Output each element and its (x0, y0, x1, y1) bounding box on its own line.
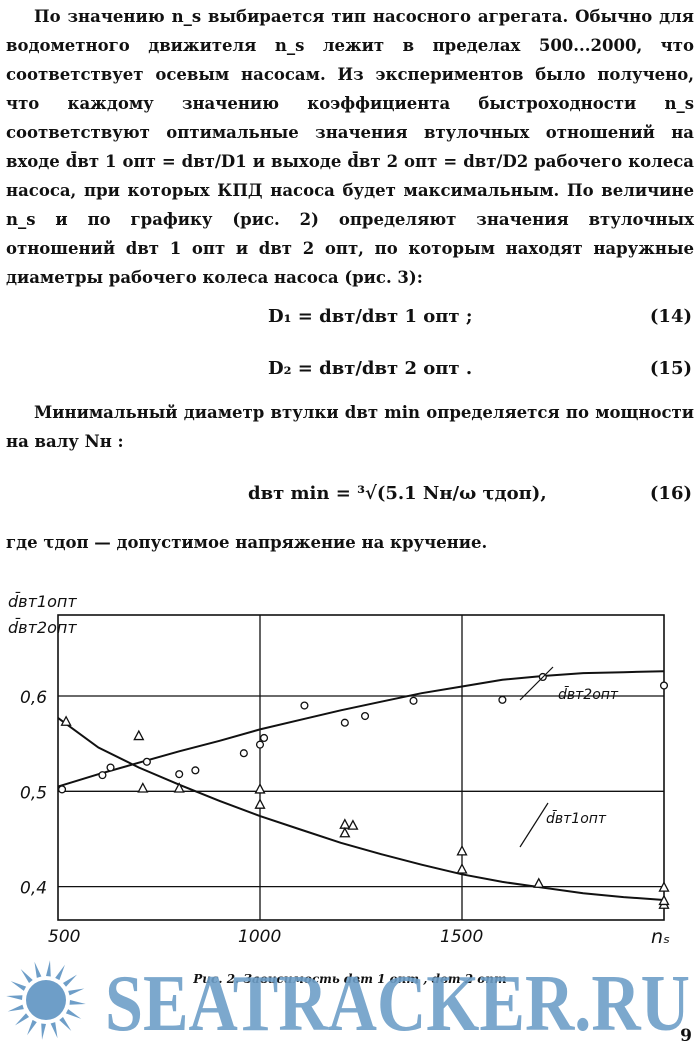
hub-ratio-chart (0, 585, 700, 965)
sun-ray (11, 981, 26, 991)
curve-dvt1 (58, 718, 664, 900)
data-point-triangle (134, 731, 143, 740)
chart-ticks (20, 688, 483, 947)
data-point-circle (661, 682, 668, 689)
data-point-circle (499, 696, 506, 703)
y-axis-label-top: d̄вт1опт (8, 592, 77, 611)
x-tick-label: 500 (48, 927, 81, 947)
data-point-triangle (458, 846, 467, 855)
equation-16: dвт min = ³√(5.1 Nн/ω τдоп), (248, 483, 547, 504)
sun-ray (34, 962, 41, 978)
sun-ray (8, 1005, 24, 1012)
upper-curve-label: d̄вт2опт (558, 687, 619, 703)
sun-ray (55, 965, 65, 980)
data-point-circle (143, 758, 150, 765)
lower-label-leader (520, 803, 548, 847)
plot-frame (58, 615, 664, 920)
sun-ray (15, 1013, 29, 1025)
chart-grid (58, 615, 664, 920)
data-point-triangle (138, 783, 147, 792)
sun-ray (27, 1020, 37, 1035)
data-point-circle (107, 764, 114, 771)
data-point-triangle (256, 784, 265, 793)
watermark-sun-icon (6, 960, 86, 1040)
data-point-triangle (458, 864, 467, 873)
data-point-circle (192, 767, 199, 774)
paragraph-hub-diameter: Минимальный диаметр втулки dвт min определяется по мощности на валу Nн : (6, 403, 694, 451)
equation-15: D₂ = dвт/dвт 2 опт . (268, 358, 473, 379)
data-point-circle (362, 713, 369, 720)
equation-14: D₁ = dвт/dвт 1 опт ; (268, 306, 473, 327)
y-axis-label-bottom: d̄вт2опт (8, 618, 77, 637)
sun-ray (46, 960, 51, 976)
x-tick-label: 1000 (238, 927, 282, 947)
watermark-text: SEATRACKER.RU (105, 960, 690, 1040)
figure-caption: Рис. 2. Зависимость dвт 1 опт , dвт 2 опт (193, 972, 507, 986)
equation-16-number: (16) (649, 483, 692, 504)
upper-label-leader (520, 667, 553, 700)
data-point-circle (261, 735, 268, 742)
data-point-circle (257, 741, 264, 748)
x-tick-label: 1500 (440, 927, 484, 947)
equation-15-number: (15) (649, 358, 692, 379)
data-point-triangle (348, 821, 357, 830)
data-point-triangle (256, 800, 265, 809)
sun-ray (21, 969, 33, 983)
data-point-triangle (175, 783, 184, 792)
paragraph-intro: По значению n_s выбирается тип насосного агрегата. Обычно для водометного движителя n_s лежит в пределах 500...2000, что соответствует осевым насосам. Из экспериментов было получено, что каждому значению коэффициента быстроходности n_s соответствуют оптимальные значения втулочных отношений на входе d̄вт 1 опт = dвт/D1 и выходе d̄вт 2 опт = dвт/D2 рабочего колеса насоса, при которых КПД насоса будет максимальным. По величине n_s и по графику (рис. 2) определяют значения втулочных отношений dвт 1 опт и dвт 2 опт, по которым находят наружные диаметры рабочего колеса насоса (рис. 3): (6, 7, 694, 287)
data-point-circle (99, 772, 106, 779)
x-axis-label: nₛ (651, 926, 671, 948)
data-point-circle (176, 771, 183, 778)
y-tick-label: 0,4 (20, 878, 48, 899)
sun-ray (66, 1009, 81, 1019)
data-point-circle (240, 750, 247, 757)
sun-ray (63, 975, 77, 987)
paragraph-where: где τдоп — допустимое напряжение на кручение. (6, 533, 488, 552)
y-tick-label: 0,6 (20, 688, 48, 709)
y-tick-label: 0,5 (20, 783, 48, 804)
data-point-circle (410, 697, 417, 704)
sun-ray (68, 988, 84, 995)
page-number: 9 (680, 1026, 692, 1046)
sun-ray (6, 995, 22, 1000)
data-point-circle (341, 719, 348, 726)
sun-ray (59, 1017, 71, 1031)
sun-ray (51, 1022, 58, 1038)
data-point-circle (59, 786, 66, 793)
sun-ray (70, 1000, 86, 1005)
chart-curves (58, 671, 664, 900)
equation-14-number: (14) (649, 306, 692, 327)
lower-curve-label: d̄вт1опт (546, 811, 607, 827)
data-point-triangle (534, 879, 543, 888)
watermark (0, 950, 700, 1040)
sun-ray (41, 1024, 46, 1040)
data-point-circle (301, 702, 308, 709)
